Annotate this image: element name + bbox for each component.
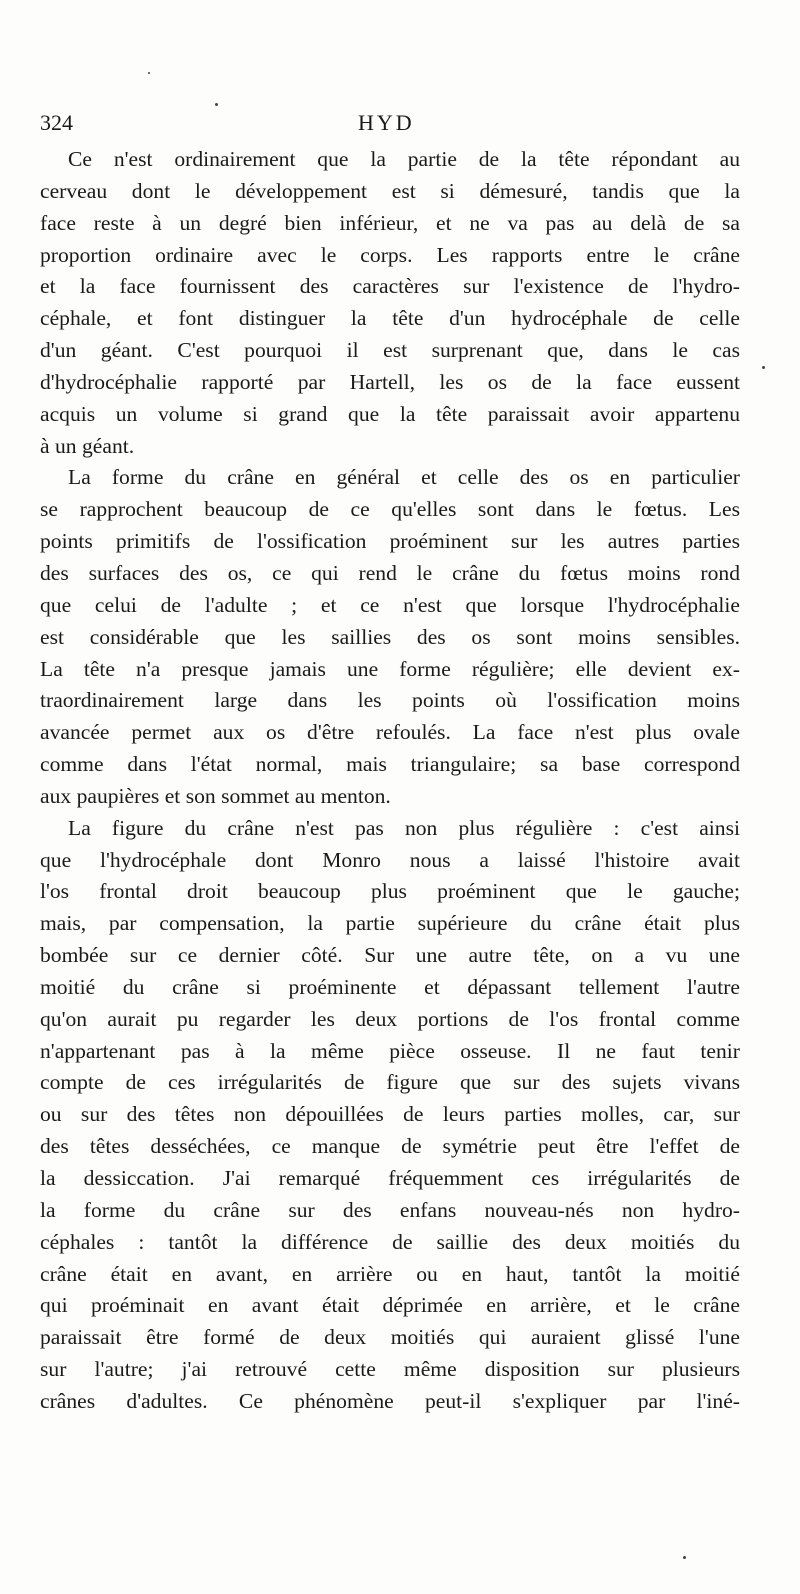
text-line: La forme du crâne en général et celle des os en particulier: [68, 465, 740, 490]
text-line: d'hydrocéphalie rapporté par Hartell, les os de la face eussent: [40, 369, 740, 394]
page-number: 324: [40, 110, 73, 135]
text-line: que celui de l'adulte ; et ce n'est que lorsque l'hydrocéphalie: [40, 592, 740, 617]
text-line: la dessiccation. J'ai remarqué fréquemment ces irrégularités de: [40, 1166, 740, 1190]
paragraph: [40, 462, 740, 812]
text-line: avancée permet aux os d'être refoulés. La face n'est plus ovale: [40, 720, 740, 745]
text-line: compte de ces irrégularités de figure que sur des sujets vivans: [40, 1070, 740, 1095]
text-line: céphale, et font distinguer la tête d'un hydrocéphale de celle: [40, 306, 740, 331]
running-title: HYD: [358, 110, 415, 135]
running-head: [40, 108, 740, 138]
text-line: à un géant.: [40, 433, 135, 458]
text-line: qui proéminait en avant était déprimée en arrière, et le crâne: [40, 1293, 740, 1318]
text-line: crânes d'adultes. Ce phénomène peut-il s'expliquer par l'iné-: [40, 1388, 740, 1413]
text-line: la forme du crâne sur des enfans nouveau-nés non hydro-: [40, 1197, 740, 1222]
scan-speck: [148, 72, 150, 74]
text-line: paraissait être formé de deux moitiés qui auraient glissé l'une: [40, 1325, 740, 1350]
body-text: [40, 144, 740, 1418]
text-line: est considérable que les saillies des os sont moins sensibles.: [40, 624, 740, 649]
text-line: des surfaces des os, ce qui rend le crâne du fœtus moins rond: [40, 560, 740, 585]
text-line: des têtes desséchées, ce manque de symétrie peut être l'effet de: [40, 1134, 740, 1159]
text-line: face reste à un degré bien inférieur, et ne va pas au delà de sa: [40, 210, 740, 235]
paragraph: [40, 813, 740, 1418]
text-line: que l'hydrocéphale dont Monro nous a laissé l'histoire avait: [40, 847, 740, 872]
paragraph: [40, 144, 740, 462]
text-line: l'os frontal droit beaucoup plus proéminent que le gauche;: [40, 879, 740, 904]
text-line: sur l'autre; j'ai retrouvé cette même disposition sur plusieurs: [40, 1357, 740, 1382]
text-line: d'un géant. C'est pourquoi il est surprenant que, dans le cas: [40, 338, 740, 363]
text-line: ou sur des têtes non dépouillées de leurs parties molles, car, sur: [40, 1102, 740, 1127]
text-line: cerveau dont le développement est si démesuré, tandis que la: [40, 178, 740, 203]
text-line: crâne était en avant, en arrière ou en haut, tantôt la moitié: [40, 1261, 740, 1286]
scan-speck: [683, 1556, 686, 1559]
text-line: traordinairement large dans les points où l'ossification moins: [40, 688, 740, 713]
text-line: points primitifs de l'ossification proéminent sur les autres parties: [40, 529, 740, 554]
text-line: acquis un volume si grand que la tête paraissait avoir appartenu: [40, 401, 740, 426]
text-line: moitié du crâne si proéminente et dépassant tellement l'autre: [40, 974, 740, 999]
scan-speck: [215, 103, 218, 106]
scan-speck: [762, 366, 765, 369]
text-line: proportion ordinaire avec le corps. Les rapports entre le crâne: [40, 242, 740, 267]
text-line: La figure du crâne n'est pas non plus régulière : c'est ainsi: [68, 815, 740, 840]
text-line: qu'on aurait pu regarder les deux portions de l'os frontal comme: [40, 1006, 740, 1031]
text-line: aux paupières et son sommet au menton.: [40, 783, 391, 808]
text-line: bombée sur ce dernier côté. Sur une autre tête, on a vu une: [40, 943, 740, 968]
text-line: comme dans l'état normal, mais triangulaire; sa base correspond: [40, 752, 740, 777]
text-line: et la face fournissent des caractères sur l'existence de l'hydro-: [40, 274, 740, 299]
text-line: mais, par compensation, la partie supérieure du crâne était plus: [40, 911, 740, 936]
text-line: La tête n'a presque jamais une forme régulière; elle devient ex-: [40, 656, 740, 681]
text-line: se rapprochent beaucoup de ce qu'elles sont dans le fœtus. Les: [40, 497, 740, 522]
text-line: n'appartenant pas à la même pièce osseuse. Il ne faut tenir: [40, 1038, 740, 1063]
text-line: Ce n'est ordinairement que la partie de la tête répondant au: [68, 147, 740, 171]
text-line: céphales : tantôt la différence de saillie des deux moitiés du: [40, 1229, 740, 1254]
